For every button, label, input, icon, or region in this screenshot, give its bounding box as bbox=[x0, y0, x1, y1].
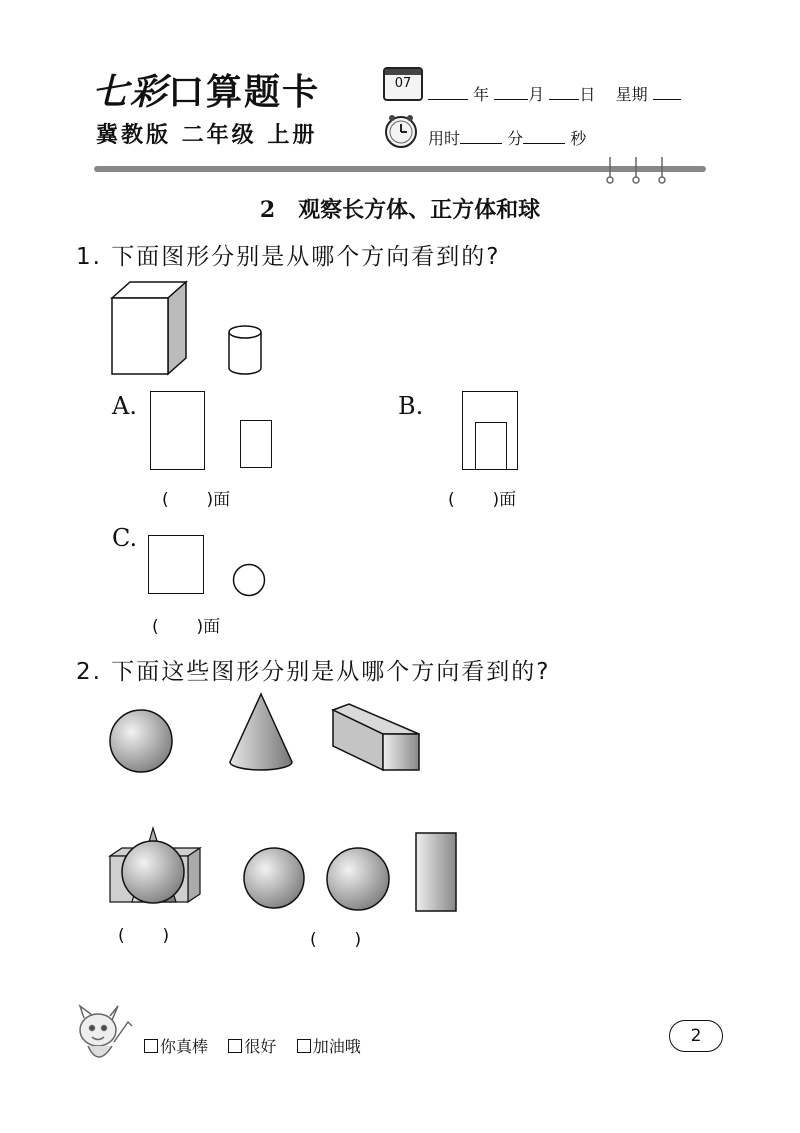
brand-char-2: 彩 bbox=[130, 71, 169, 113]
option-b-label: B. bbox=[398, 392, 424, 420]
circle-view-1 bbox=[241, 845, 307, 911]
checkbox-icon[interactable] bbox=[144, 1039, 158, 1053]
brand-title: 口算题卡 bbox=[168, 72, 321, 113]
brand-logo bbox=[92, 64, 320, 115]
circle-view-2 bbox=[324, 845, 392, 913]
cone-figure bbox=[226, 692, 296, 772]
option-b-rect-small bbox=[475, 422, 507, 470]
time-used-label: 用时 bbox=[428, 129, 461, 148]
rating-option-3[interactable] bbox=[297, 1037, 361, 1056]
question-2-answer-blank-1[interactable]: ( ) bbox=[118, 926, 170, 946]
calendar-day: 07 bbox=[394, 76, 412, 91]
sphere-figure bbox=[106, 706, 176, 776]
page-number: 2 bbox=[669, 1020, 723, 1052]
clock-icon bbox=[383, 113, 419, 149]
checkbox-icon[interactable] bbox=[228, 1039, 242, 1053]
option-a-label: A. bbox=[112, 392, 137, 420]
section-title: 2 观察长方体、正方体和球 bbox=[259, 197, 541, 223]
date-week-label: 星期 bbox=[615, 85, 648, 104]
rating-label-2: 很好 bbox=[244, 1037, 277, 1056]
date-month-label: 月 bbox=[528, 85, 545, 104]
mascot-icon bbox=[70, 1002, 136, 1070]
question-2-answer-blank-2[interactable]: ( ) bbox=[310, 930, 362, 950]
rating-options bbox=[144, 1034, 361, 1057]
option-c-label: C. bbox=[112, 524, 138, 552]
option-c-square bbox=[148, 535, 204, 594]
time-min-label: 分 bbox=[507, 129, 524, 148]
rectangle-view bbox=[414, 831, 458, 913]
time-line bbox=[428, 126, 586, 149]
rating-option-2[interactable] bbox=[228, 1037, 276, 1056]
option-b-answer-blank[interactable]: ( )面 bbox=[448, 490, 517, 510]
cylinder-figure bbox=[226, 324, 264, 376]
option-c-circle bbox=[231, 562, 267, 598]
rating-option-1[interactable] bbox=[144, 1037, 208, 1056]
checkbox-icon[interactable] bbox=[297, 1039, 311, 1053]
option-a-rect-large bbox=[150, 391, 205, 470]
date-day-label: 日 bbox=[579, 85, 596, 104]
question-2-text: 2. 下面这些图形分别是从哪个方向看到的? bbox=[76, 659, 551, 685]
option-a-answer-blank[interactable]: ( )面 bbox=[162, 490, 231, 510]
rating-label-3: 加油哦 bbox=[312, 1037, 361, 1056]
time-sec-label: 秒 bbox=[570, 129, 587, 148]
option-c-answer-blank[interactable]: ( )面 bbox=[152, 617, 221, 637]
brand-char-1: 七 bbox=[92, 71, 131, 113]
binder-rings-icon bbox=[600, 155, 672, 185]
question-1-text: 1. 下面图形分别是从哪个方向看到的? bbox=[76, 244, 501, 270]
cuboid-figure bbox=[110, 280, 190, 376]
date-year-label: 年 bbox=[473, 85, 490, 104]
edition-label: 冀教版 二年级 上册 bbox=[96, 123, 318, 148]
date-line bbox=[428, 82, 681, 105]
combined-view-figure bbox=[108, 826, 202, 906]
calendar-icon bbox=[383, 67, 423, 101]
rating-label-1: 你真棒 bbox=[160, 1037, 209, 1056]
cuboid-bar-figure bbox=[331, 704, 423, 774]
option-a-rect-small bbox=[240, 420, 272, 468]
